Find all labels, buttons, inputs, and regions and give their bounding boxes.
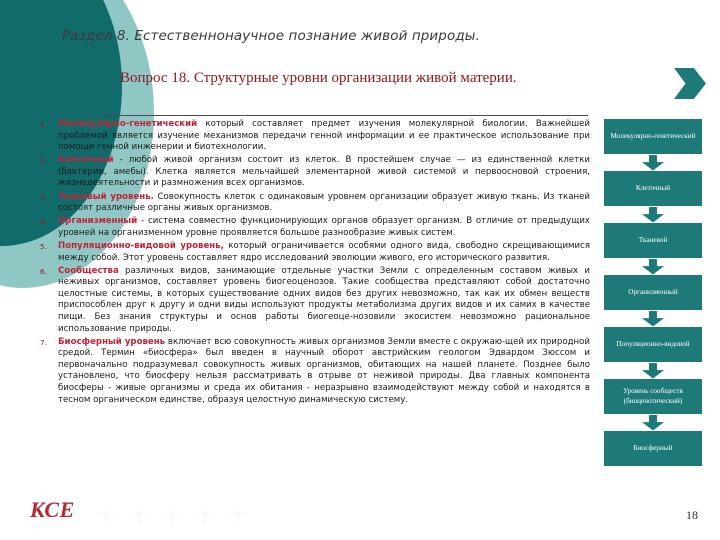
level-term: Организменный: [58, 216, 138, 227]
star-icon: [195, 503, 215, 525]
page-title: Раздел 8. Естественнонаучное познание живой природы.: [62, 28, 480, 44]
footer-logo: КСЕ: [30, 497, 75, 522]
flow-box: [604, 223, 702, 258]
flow-box: [604, 171, 702, 206]
level-term: Биосферный уровень: [58, 336, 166, 347]
flow-box: [604, 119, 702, 154]
flow-box-label: Уровень сообществ (биоценотический): [623, 387, 683, 405]
arrow-down-icon: [604, 414, 702, 431]
level-item: [28, 266, 590, 336]
arrow-down-icon: [604, 258, 702, 275]
level-item: [28, 119, 590, 154]
flow-box-label: Тканевой: [638, 235, 668, 244]
page-number: 18: [686, 508, 698, 522]
level-description: включает всю совокупность живых организмов Земли вместе с окружаю-щей их природной средой. Термин «биосфера» был введен в научный оборот австрийским геологом Эдвардом Зюссом и первоначально подразумевал совокупность живых организмов, обитающих на нашей планете. Позднее было установлено, что биосферу нельзя рассматривать в отрыве от неживой природы. Два главных компонента биосферы - живые организмы и среда их обитания - неразрывно взаимодействуют между собой и находятся в тесном органическом единстве, образуя целостную динамическую систему.: [58, 336, 590, 405]
star-icon: [162, 503, 182, 525]
levels-list: [28, 119, 590, 406]
star-icon: [129, 503, 149, 525]
star-icon: [96, 503, 116, 525]
flow-box-label: Молекулярно-генетический: [610, 131, 696, 140]
divider: [100, 115, 588, 116]
level-item: [28, 155, 590, 190]
level-item: [28, 216, 590, 239]
levels-flow-diagram: [604, 119, 702, 466]
flow-box: [604, 379, 702, 414]
level-description: - любой живой организм состоит из клеток. В простейшем случае — из единственной клетки (бактерии, амебы). Клетка является мельчайшей элементарной живой системой и первоосновой строения, жизнедеятельности и размножения всех организмов.: [58, 155, 590, 189]
arrow-down-icon: [604, 154, 702, 171]
flow-box: [604, 275, 702, 310]
flow-box-label: Организменный: [628, 287, 678, 296]
level-description: различных видов, занимающие отдельные участки Земли с определенным составом живых и неживых организмов, составляет уровень биогеоценозов. Такие сообщества представляют собой достаточно целостные системы, в которых существование одних видов без других невозможно, так как их обмен веществ приспособлен друг к другу и одни виды используют продукты метаболизма других видов и их самих в качестве пищи. Без знания структуры и основ работы биогеоце-нозовили экосистем невозможно рациональное использование природы.: [58, 265, 590, 334]
levels-list-container: [28, 119, 590, 408]
level-term: Популяционно-видовой уровень,: [58, 240, 224, 251]
arrow-down-icon: [604, 362, 702, 379]
level-description: который составляет предмет изучения молекулярной биологии. Важнейшей проблемой является изучение механизмов передачи генной информации и ее практическое использование при помощи генной инженерии и биотехнологии.: [58, 119, 590, 153]
arrow-down-icon: [604, 206, 702, 223]
level-item: [28, 337, 590, 407]
flow-box-label: Популяционно-видовой: [616, 339, 690, 348]
decorative-stars: [96, 500, 286, 528]
level-term: Тканевый уровень.: [58, 191, 154, 202]
flow-box-label: Биосферный: [633, 443, 673, 452]
level-description: - система совместно функционирующих органов образует организм. В отличие от предыдущих уровней на организменном уровне проявляется большое разнообразие живых систем.: [58, 216, 590, 238]
level-description: Совокупность клеток с одинаковым уровнем организации образует живую ткань. Из тканей состоят различные органы живых организмов.: [58, 191, 591, 214]
flow-box-label: Клеточный: [635, 183, 671, 192]
level-description: который ограничивается особями одного вида, свободно скрещивающимися между собой. Этот уровень составляет ядро исследований эволюции живого, его исторического развития.: [58, 240, 590, 263]
level-term: Молекулярно-генетический: [58, 119, 198, 129]
level-term: Сообщества: [58, 265, 119, 276]
flow-box: [604, 327, 702, 362]
arrow-down-icon: [604, 310, 702, 327]
question-title: Вопрос 18. Структурные уровни организации живой материи.: [120, 70, 517, 86]
flow-box: [604, 431, 702, 466]
level-term: Клеточный: [58, 155, 114, 166]
chevron-right-icon: [674, 68, 706, 99]
level-item: [28, 192, 590, 215]
star-icon: [228, 503, 248, 525]
level-item: [28, 241, 590, 264]
